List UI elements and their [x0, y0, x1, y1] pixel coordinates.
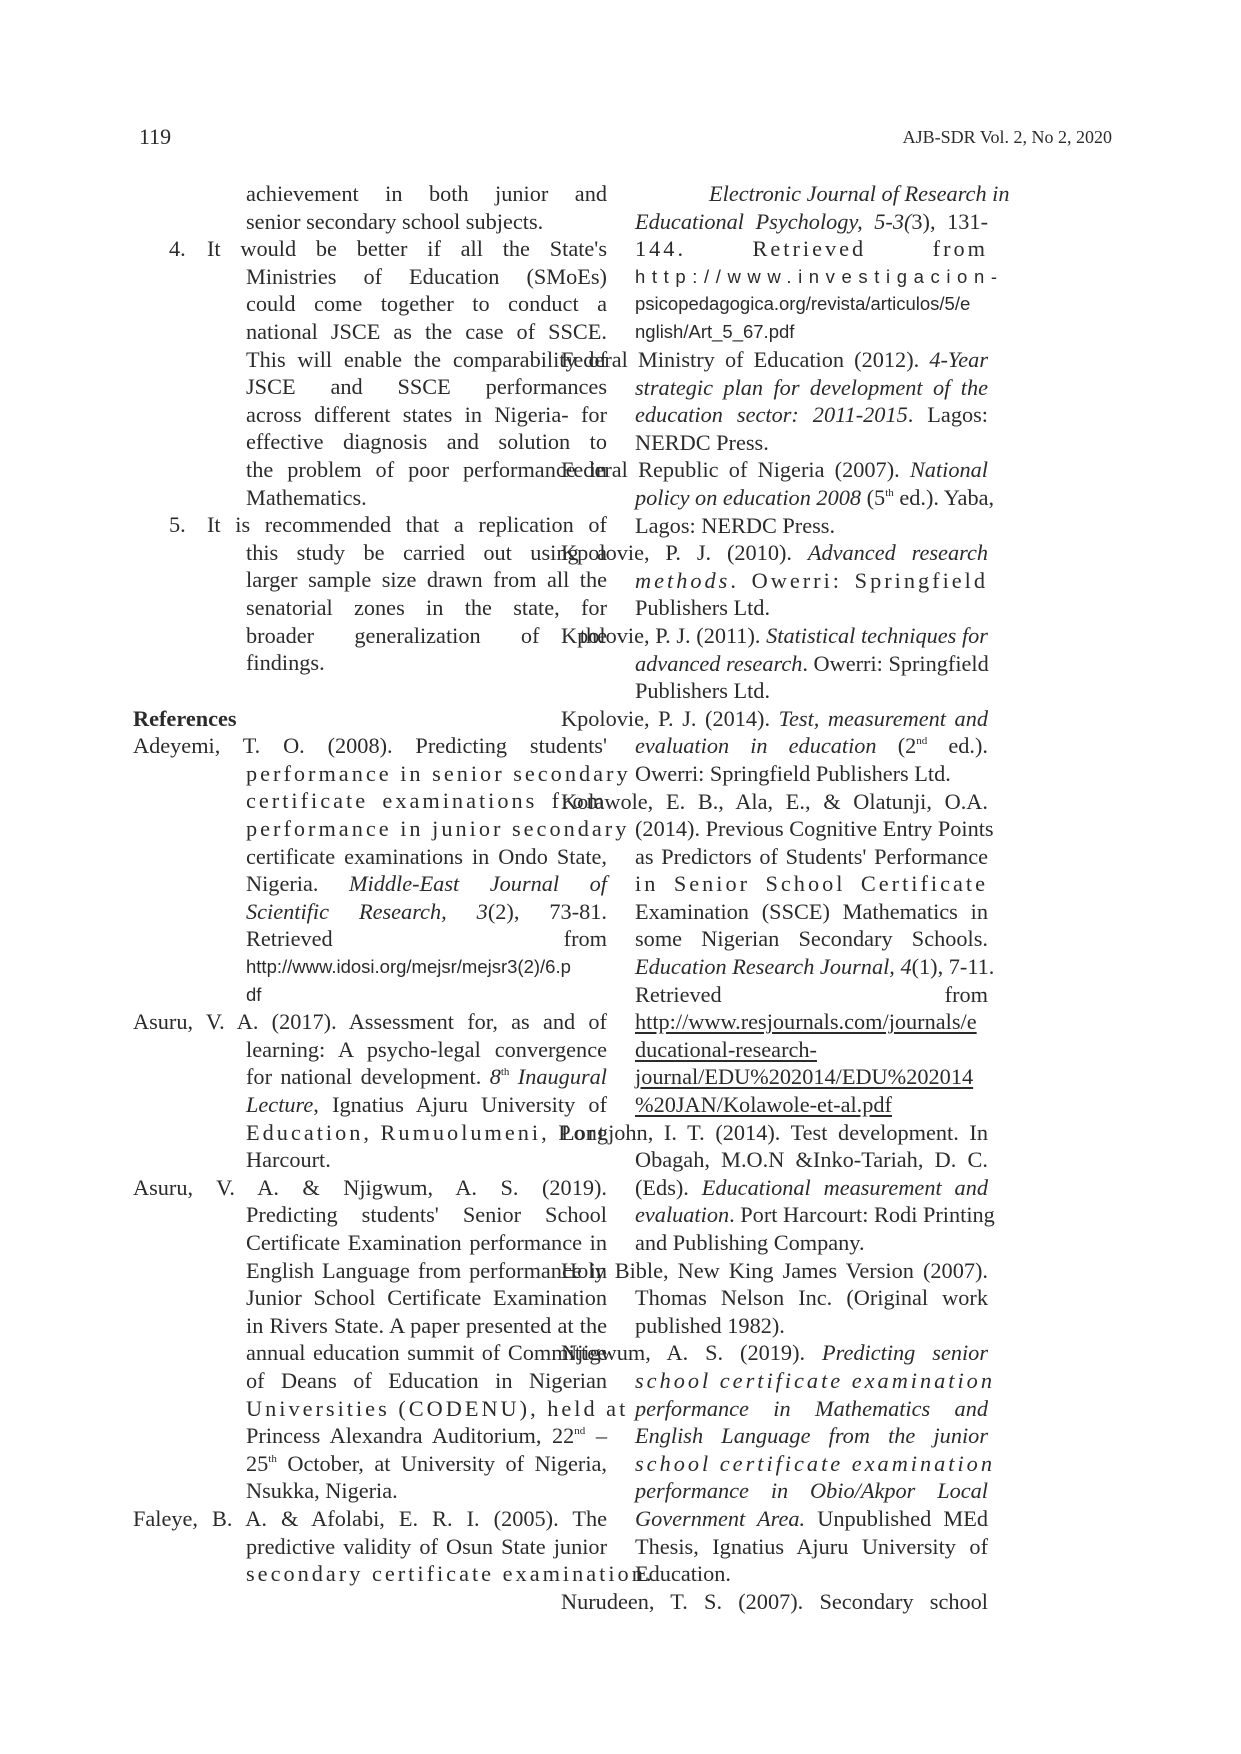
reference-link[interactable]: nglish/Art_5_67.pdf: [635, 320, 795, 342]
text-line: Federal Ministry of Education (2012).: [561, 347, 930, 372]
text-line: policy on education 2008: [635, 484, 862, 510]
text-line: certificate examinations from: [246, 788, 607, 814]
text-line: senior secondary school subjects.: [246, 208, 544, 234]
left-column: [133, 180, 655, 1588]
text-line: (Eds).: [635, 1174, 702, 1200]
text-line: Mathematics.: [246, 484, 367, 510]
text-line: English Language from the junior: [635, 1423, 988, 1449]
text-line: performance in senior secondary: [246, 760, 631, 786]
text-line: Unpublished MEd: [805, 1505, 988, 1531]
text-line: of Deans of Education in Nigerian: [246, 1367, 607, 1393]
text-line: English Language from performance in: [246, 1257, 607, 1283]
list-number: 4.: [169, 236, 186, 262]
text-line: Inaugural: [509, 1064, 607, 1090]
reference-asuru-2017: [133, 1008, 607, 1174]
text-line: (1), 7-11.: [911, 954, 995, 980]
text-line: . Port Harcourt: Rodi Printing: [729, 1202, 995, 1228]
recommendation-continuation: [133, 180, 607, 235]
text-line: , Ignatius Ajuru University of: [313, 1092, 607, 1117]
text-line: . Lagos:: [907, 402, 988, 428]
right-column-hanging: [561, 346, 995, 1615]
text-line: It would be better if all the State's: [207, 236, 607, 262]
text-line: ed.).: [927, 733, 988, 759]
reference-continuation: [635, 180, 1010, 346]
text-line: Publishers Ltd.: [635, 678, 771, 704]
text-line: Nigeria.: [246, 871, 349, 897]
text-line: ed.). Yaba,: [893, 484, 995, 510]
text-line: Education.: [635, 1561, 731, 1587]
text-line: findings.: [246, 650, 325, 676]
reference-holy-bible: [561, 1257, 988, 1340]
text-line: senatorial zones in the state, for: [246, 594, 607, 620]
reference-link[interactable]: http://www.investigacion-: [635, 265, 1004, 287]
text-line: across different states in Nigeria- for: [246, 401, 607, 427]
text-line: (2: [876, 733, 917, 759]
reference-kpolovie-2011: [561, 622, 988, 705]
text-line: –: [585, 1423, 607, 1449]
text-line: . Owerri: Springfield: [802, 650, 989, 676]
text-line: 25: [246, 1450, 269, 1476]
text-line: Thesis, Ignatius Ajuru University of: [635, 1533, 988, 1559]
text-line: Nurudeen, T. S. (2007). Secondary school: [561, 1588, 988, 1614]
text-line: Examination (SSCE) Mathematics in: [635, 898, 988, 924]
retrieved-from-text: Retrieved from: [635, 981, 988, 1007]
text-line: (5: [861, 484, 886, 510]
text-line: Princess Alexandra Auditorium, 22: [246, 1423, 575, 1449]
reference-kpolovie-2014: [561, 705, 988, 788]
superscript: nd: [574, 1425, 586, 1438]
text-line: Lagos: NERDC Press.: [635, 512, 836, 538]
superscript: nd: [916, 735, 928, 748]
text-line: Predicting senior: [822, 1340, 989, 1366]
text-line: Educational measurement and: [701, 1174, 988, 1200]
text-line: Nsukka, Nigeria.: [246, 1478, 398, 1504]
text-line: secondary certificate examination.: [246, 1561, 655, 1587]
reference-link[interactable]: %20JAN/Kolawole-et-al.pdf: [635, 1092, 892, 1118]
text-line: Universities (CODENU), held at: [246, 1395, 629, 1421]
text-line: annual education summit of Committee: [246, 1340, 607, 1366]
right-column: [635, 180, 1010, 346]
text-line: could come together to conduct a: [246, 291, 607, 317]
text-line: Statistical techniques for: [766, 622, 988, 648]
reference-nurudeen: [561, 1588, 988, 1616]
journal-title: Educational Psychology, 5-3(: [635, 208, 912, 234]
journal-title: Scientific Research, 3: [246, 898, 488, 924]
text-line: Publishers Ltd.: [635, 595, 771, 621]
superscript: th: [885, 486, 894, 499]
text-line: some Nigerian Secondary Schools.: [635, 926, 988, 952]
text-line: published 1982).: [635, 1312, 785, 1338]
text-line: National: [909, 457, 988, 483]
text-line: 8: [489, 1064, 501, 1090]
text-line: this study be carried out using a: [246, 539, 607, 565]
text-line: . Owerri: Springfield: [730, 567, 988, 593]
reference-link[interactable]: ducational-research-: [635, 1036, 817, 1062]
reference-link[interactable]: journal/EDU%202014/EDU%202014: [635, 1064, 974, 1090]
text-line: advanced research: [635, 650, 803, 676]
journal-title: Education Research Journal, 4: [635, 954, 912, 980]
text-line: education sector: 2011-2015: [635, 402, 908, 428]
retrieved-from-text: 144. Retrieved from: [635, 236, 988, 262]
superscript: th: [268, 1452, 277, 1465]
journal-title: Middle-East Journal of: [348, 871, 607, 897]
text-line: Government Area.: [635, 1505, 806, 1531]
reference-adeyemi: [133, 732, 631, 1008]
text-line: as Predictors of Students' Performance: [635, 843, 988, 869]
recommendation-item-5: [133, 511, 607, 677]
text-line: strategic plan for development of the: [635, 374, 988, 400]
superscript: th: [500, 1066, 510, 1079]
reference-njigwum: [561, 1339, 995, 1587]
text-line: Kpolovie, P. J. (2014).: [561, 705, 779, 731]
text-line: Thomas Nelson Inc. (Original work: [635, 1285, 988, 1311]
text-line: Njigwum, A. S. (2019).: [561, 1340, 823, 1366]
text-line: performance in Mathematics and: [635, 1395, 988, 1421]
text-line: performance in Obio/Akpor Local: [635, 1478, 988, 1504]
text-line: Longjohn, I. T. (2014). Test development. In: [561, 1119, 988, 1145]
recommendation-item-4: [133, 235, 607, 511]
text-line: national JSCE as the case of SSCE.: [246, 318, 607, 344]
text-line: Predicting students' Senior School: [246, 1202, 607, 1228]
text-line: in Senior School Certificate: [635, 871, 988, 897]
text-line: October, at University of Nigeria,: [276, 1450, 607, 1476]
text-line: broader generalization of the: [246, 622, 607, 648]
text-line: the problem of poor performance in: [246, 456, 607, 482]
text-line: learning: A psycho-legal convergence: [246, 1036, 607, 1062]
text-line: Education, Rumuolumeni, Port: [246, 1119, 608, 1145]
text-line: 3), 131-: [911, 208, 988, 234]
reference-link[interactable]: http://www.resjournals.com/journals/e: [635, 1009, 977, 1035]
text-line: evaluation: [635, 1202, 730, 1228]
reference-fme: [561, 346, 988, 456]
text-line: Asuru, V. A. & Njigwum, A. S. (2019).: [133, 1174, 607, 1200]
reference-kpolovie-2010: [561, 539, 988, 622]
text-line: school certificate examination: [635, 1367, 995, 1393]
reference-link[interactable]: df: [246, 983, 262, 1005]
text-line: and Publishing Company.: [635, 1230, 865, 1255]
text-line: Faleye, B. A. & Afolabi, E. R. I. (2005). The: [133, 1505, 607, 1531]
text-line: predictive validity of Osun State junior: [246, 1533, 607, 1559]
text-line: Lecture: [246, 1092, 314, 1117]
text-line: larger sample size drawn from all the: [246, 567, 607, 593]
text-line: Certificate Examination performance in: [246, 1229, 607, 1255]
text-line: Owerri: Springfield Publishers Ltd.: [635, 760, 951, 786]
text-line: for national development.: [246, 1064, 490, 1090]
page-number: 119: [139, 124, 172, 149]
text-line: methods: [635, 567, 731, 593]
text-line: achievement in both junior and: [246, 181, 607, 206]
text-line: It is recommended that a replication of: [207, 512, 607, 538]
text-line: evaluation in education: [635, 733, 877, 759]
text-line: NERDC Press.: [635, 429, 769, 455]
text-line: JSCE and SSCE performances: [246, 374, 607, 400]
text-line: (2014). Previous Cognitive Entry Points: [635, 816, 994, 842]
text-line: Obagah, M.O.N &Inko-Tariah, D. C.: [635, 1147, 988, 1173]
reference-frn: [561, 456, 995, 539]
text-line: This will enable the comparability of: [246, 346, 607, 372]
text-line: Holy Bible, New King James Version (2007).: [561, 1257, 988, 1283]
reference-asuru-2019: [133, 1174, 629, 1505]
text-line: effective diagnosis and solution to: [246, 429, 607, 455]
text-line: school certificate examination: [635, 1450, 995, 1476]
text-line: Kpolovie, P. J. (2011).: [561, 622, 767, 648]
reference-kolawole: [561, 788, 995, 1119]
text-line: 4-Year: [929, 347, 988, 372]
text-line: Test, measurement and: [778, 705, 988, 731]
running-head: AJB-SDR Vol. 2, No 2, 2020: [902, 127, 1112, 147]
journal-title: Electronic Journal of Research in: [709, 181, 1010, 206]
retrieved-from-text: Retrieved from: [246, 926, 607, 952]
reference-link[interactable]: psicopedagogica.org/revista/articulos/5/e: [635, 293, 971, 315]
reference-link[interactable]: http://www.idosi.org/mejsr/mejsr3(2)/6.p: [246, 956, 571, 978]
text-line: Adeyemi, T. O. (2008). Predicting students': [133, 733, 607, 759]
text-line: Junior School Certificate Examination: [246, 1285, 607, 1311]
list-number: 5.: [169, 512, 186, 538]
text-line: (2), 73-81.: [487, 898, 607, 924]
text-line: Kpolovie, P. J. (2010).: [561, 540, 808, 566]
reference-faleye: [133, 1505, 655, 1588]
text-line: Ministries of Education (SMoEs): [246, 263, 607, 289]
text-line: Harcourt.: [246, 1147, 331, 1173]
text-line: in Rivers State. A paper presented at the: [246, 1312, 607, 1338]
text-line: certificate examinations in Ondo State,: [246, 843, 607, 869]
text-line: performance in junior secondary: [246, 816, 630, 842]
text-line: Federal Republic of Nigeria (2007).: [561, 457, 910, 483]
reference-longjohn: [561, 1119, 995, 1257]
text-line: Asuru, V. A. (2017). Assessment for, as and of: [133, 1009, 607, 1035]
text-line: Kolawole, E. B., Ala, E., & Olatunji, O.A.: [561, 788, 988, 814]
text-line: Advanced research: [807, 540, 988, 566]
references-heading: References: [133, 705, 237, 731]
